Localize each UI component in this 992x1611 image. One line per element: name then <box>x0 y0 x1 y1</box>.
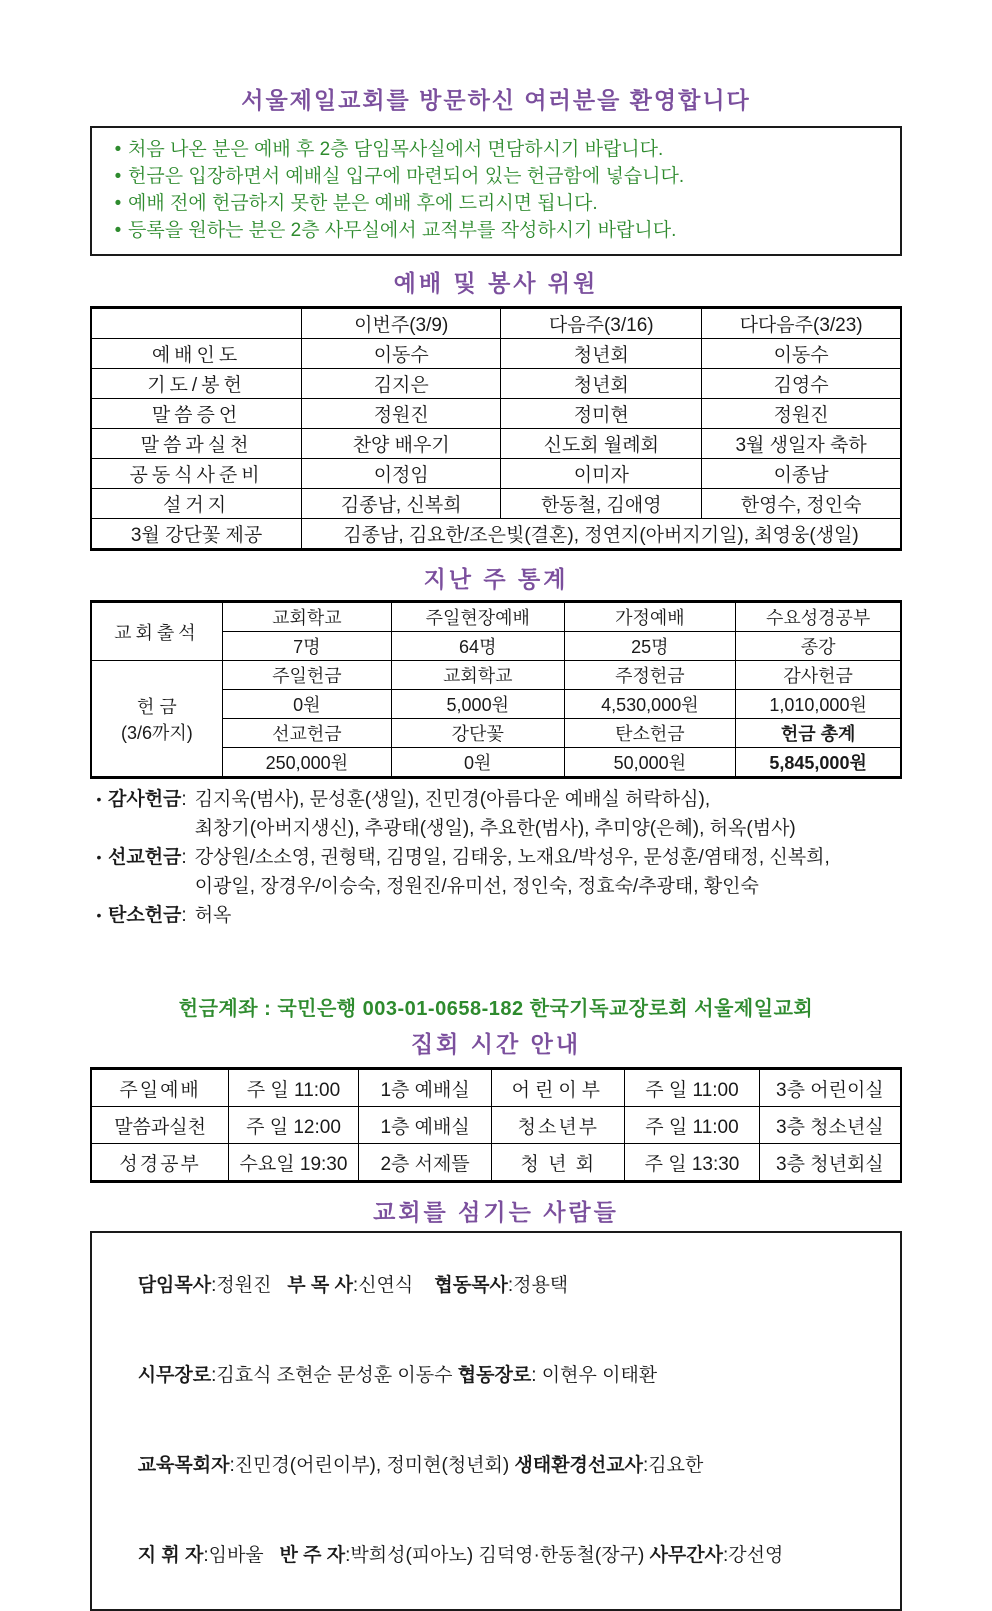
row-label: 설거지 <box>91 489 302 519</box>
table-cell: 청년회 <box>501 339 702 369</box>
bullet-icon: • <box>114 139 122 160</box>
header-cell: 이번주(3/9) <box>302 308 501 339</box>
role-label: 담임목사 <box>137 1275 212 1296</box>
section-heading-worship-volunteers: 예배 및 봉사 위원 <box>393 270 599 296</box>
bullet-icon: • <box>114 220 122 241</box>
table-cell: 이동수 <box>302 339 501 369</box>
table-cell: 신도회 월례회 <box>501 429 702 459</box>
servants-line-elders <box>106 1331 886 1421</box>
row-label: 공동식사준비 <box>91 459 302 489</box>
header-cell: 선교헌금 <box>222 719 391 748</box>
table-cell: 3층 어린이실 <box>759 1069 901 1107</box>
section-heading-church-servants: 교회를 섬기는 사람들 <box>373 1199 619 1225</box>
role-value: :박희성(피아노) 김덕영·한동철(장구) <box>345 1545 650 1566</box>
offering-label <box>91 661 222 778</box>
role-label: 사무간사 <box>649 1545 723 1566</box>
table-row <box>91 369 901 399</box>
note-line: 최창기(아버지생신), 추광태(생일), 추요한(범사), 추미양(은혜), 허옥(범사) <box>194 818 796 839</box>
row-label: 기도/봉헌 <box>91 369 302 399</box>
table-cell: 3층 청소년실 <box>759 1107 901 1144</box>
table-row <box>91 459 901 489</box>
table-cell: 김종남, 신복희 <box>302 489 501 519</box>
table-cell: 2층 서제뜰 <box>358 1144 492 1182</box>
header-cell: 주정헌금 <box>564 661 736 690</box>
bullet-icon: • <box>96 849 102 865</box>
servants-line-educators <box>106 1421 886 1511</box>
table-row <box>91 308 901 339</box>
bullet-icon: • <box>96 791 102 807</box>
page-title: 서울제일교회를 방문하신 여러분을 환영합니다 <box>241 87 751 113</box>
attendance-label: 교회출석 <box>91 602 222 661</box>
table-cell: 0원 <box>392 748 565 778</box>
header-cell: 주일헌금 <box>222 661 391 690</box>
welcome-bullet-text: 헌금은 입장하면서 예배실 입구에 마련되어 있는 헌금함에 넣습니다. <box>128 166 685 187</box>
row-label: 성경공부 <box>91 1144 229 1182</box>
servants-line-pastors <box>106 1241 886 1331</box>
table-cell: 4,530,000원 <box>564 690 736 719</box>
table-row <box>91 1144 901 1182</box>
table-cell: 주 일 11:00 <box>625 1069 759 1107</box>
table-cell: 이정임 <box>302 459 501 489</box>
offering-account-line: 헌금계좌 : 국민은행 003-01-0658-182 한국기독교장로회 서울제일교회 <box>178 998 814 1020</box>
table-row <box>91 1069 901 1107</box>
row-label: 3월 강단꽃 제공 <box>91 519 302 550</box>
table-cell: 김지은 <box>302 369 501 399</box>
table-cell: 7명 <box>222 632 391 661</box>
table-cell: 3월 생일자 축하 <box>702 429 901 459</box>
header-cell: 교회학교 <box>392 661 565 690</box>
table-cell: 1층 예배실 <box>358 1069 492 1107</box>
table-row <box>91 602 901 632</box>
note-body <box>195 901 902 930</box>
row-label: 말씀과실천 <box>91 1107 229 1144</box>
table-cell: 김종남, 김요한/조은빛(결혼), 정연지(아버지기일), 최영웅(생일) <box>302 519 901 550</box>
table-cell: 한영수, 정인숙 <box>702 489 901 519</box>
role-label: 지 휘 자 <box>137 1545 204 1566</box>
table-cell: 주 일 13:30 <box>625 1144 759 1182</box>
role-label: 부 목 사 <box>287 1275 353 1296</box>
row-label: 주일예배 <box>91 1069 229 1107</box>
table-cell: 250,000원 <box>222 748 391 778</box>
table-cell: 정원진 <box>302 399 501 429</box>
header-cell: 다음주(3/16) <box>501 308 702 339</box>
note-label: 감사헌금 <box>108 789 182 810</box>
note-line: 허옥 <box>194 905 232 926</box>
table-cell: 50,000원 <box>564 748 736 778</box>
header-cell: 교회학교 <box>222 602 391 632</box>
table-cell: 주 일 11:00 <box>625 1107 759 1144</box>
note-label: 선교헌금 <box>108 847 182 868</box>
table-row <box>91 661 901 690</box>
role-value: :진민경(어린이부), 정미현(청년회) <box>229 1455 515 1476</box>
row-label: 말씀증언 <box>91 399 302 429</box>
note-thanksgiving-offering <box>90 785 902 843</box>
row-label: 예배인도 <box>91 339 302 369</box>
bullet-icon: • <box>114 193 122 214</box>
row-label: 말씀과실천 <box>91 429 302 459</box>
table-row <box>91 339 901 369</box>
role-label: 시무장로 <box>137 1365 212 1386</box>
last-week-stats-table <box>90 600 902 779</box>
table-cell: 김영수 <box>702 369 901 399</box>
table-cell: 1층 예배실 <box>358 1107 492 1144</box>
table-row <box>91 1107 901 1144</box>
table-cell: 이미자 <box>501 459 702 489</box>
note-colon: : <box>181 789 187 810</box>
role-label: 협동목사 <box>434 1275 508 1296</box>
table-cell: 찬양 배우기 <box>302 429 501 459</box>
table-cell: 0원 <box>222 690 391 719</box>
offering-total-label: 헌금 총계 <box>736 719 901 748</box>
table-cell: 5,000원 <box>392 690 565 719</box>
welcome-notice-box <box>90 126 902 256</box>
role-label: 반 주 자 <box>279 1545 346 1566</box>
bulletin-page <box>90 0 902 1611</box>
table-cell: 3층 청년회실 <box>759 1144 901 1182</box>
table-cell: 청소년부 <box>492 1107 625 1144</box>
table-cell: 1,010,000원 <box>736 690 901 719</box>
header-cell: 탄소헌금 <box>564 719 736 748</box>
church-servants-box <box>90 1231 902 1611</box>
section-heading-last-week-stats: 지난 주 통계 <box>423 566 569 592</box>
offering-label-main: 헌 금 <box>136 696 177 717</box>
offering-label-sub: (3/6까지) <box>120 722 193 743</box>
welcome-bullet <box>108 190 884 217</box>
table-cell: 정원진 <box>702 399 901 429</box>
welcome-bullet-text: 등록을 원하는 분은 2층 사무실에서 교적부를 작성하시기 바랍니다. <box>128 220 677 241</box>
table-cell: 이동수 <box>702 339 901 369</box>
bullet-icon: • <box>96 907 102 923</box>
header-cell-empty <box>91 308 302 339</box>
table-row <box>91 429 901 459</box>
table-cell: 청 년 회 <box>492 1144 625 1182</box>
table-row-flower <box>91 519 901 550</box>
welcome-bullet <box>108 163 884 190</box>
note-colon: : <box>181 847 187 868</box>
offering-total-value: 5,845,000원 <box>736 748 901 778</box>
table-cell: 종강 <box>736 632 901 661</box>
bullet-icon: • <box>114 166 122 187</box>
role-value: :신연식 <box>352 1275 435 1296</box>
welcome-bullet-text: 처음 나온 분은 예배 후 2층 담임목사실에서 면담하시기 바랍니다. <box>128 139 664 160</box>
table-row <box>91 399 901 429</box>
header-cell: 가정예배 <box>564 602 736 632</box>
note-body <box>195 785 902 843</box>
meeting-times-table <box>90 1067 902 1183</box>
note-label: 탄소헌금 <box>108 905 182 926</box>
section-heading-meeting-times: 집회 시간 안내 <box>410 1031 582 1057</box>
table-cell: 25명 <box>564 632 736 661</box>
note-colon: : <box>181 905 187 926</box>
header-cell: 주일현장예배 <box>392 602 565 632</box>
welcome-bullet-text: 예배 전에 헌금하지 못한 분은 예배 후에 드리시면 됩니다. <box>128 193 598 214</box>
note-line: 강상원/소소영, 권형택, 김명일, 김태웅, 노재요/박성우, 문성훈/염태정, 신복희, <box>194 847 830 868</box>
table-cell: 64명 <box>392 632 565 661</box>
note-body <box>195 843 902 901</box>
table-cell: 이종남 <box>702 459 901 489</box>
table-cell: 한동철, 김애영 <box>501 489 702 519</box>
offering-notes <box>90 785 902 930</box>
welcome-bullet <box>108 136 884 163</box>
header-cell: 수요성경공부 <box>736 602 901 632</box>
role-value: :임바울 <box>203 1545 280 1566</box>
role-value: : 이현우 이태환 <box>531 1365 658 1386</box>
role-value: :강선영 <box>722 1545 784 1566</box>
role-value: :정원진 <box>211 1275 288 1296</box>
header-cell: 강단꽃 <box>392 719 565 748</box>
table-cell: 정미현 <box>501 399 702 429</box>
role-label: 협동장로 <box>457 1365 532 1386</box>
role-label: 교육목회자 <box>137 1455 230 1476</box>
servants-line-music-staff <box>106 1511 886 1601</box>
role-label: 생태환경선교사 <box>514 1455 643 1476</box>
note-line: 이광일, 장경우/이승숙, 정원진/유미선, 정인숙, 정효숙/추광태, 황인숙 <box>194 876 759 897</box>
table-cell: 청년회 <box>501 369 702 399</box>
note-line: 김지욱(범사), 문성훈(생일), 진민경(아름다운 예배실 허락하심), <box>194 789 711 810</box>
table-row <box>91 489 901 519</box>
worship-volunteers-table <box>90 306 902 551</box>
table-cell: 수요일 19:30 <box>229 1144 359 1182</box>
note-mission-offering <box>90 843 902 901</box>
header-cell: 다다음주(3/23) <box>702 308 901 339</box>
welcome-bullet <box>108 217 884 244</box>
table-cell: 주 일 11:00 <box>229 1069 359 1107</box>
role-value: :김효식 조현순 문성훈 이동수 <box>211 1365 458 1386</box>
table-cell: 주 일 12:00 <box>229 1107 359 1144</box>
role-value: :정용택 <box>507 1275 569 1296</box>
note-carbon-offering <box>90 901 902 930</box>
header-cell: 감사헌금 <box>736 661 901 690</box>
role-value: :김요한 <box>642 1455 704 1476</box>
table-cell: 어린이부 <box>492 1069 625 1107</box>
